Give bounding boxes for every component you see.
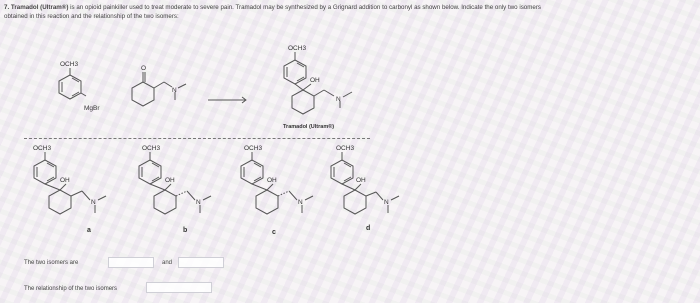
grignard-reagent xyxy=(59,68,86,99)
question-line-2: obtained in this reaction and the relationship of the two isomers: xyxy=(4,13,179,20)
relationship-prompt-label: The relationship of the two isomers xyxy=(24,286,118,292)
isomer-d-methoxy: OCH3 xyxy=(336,145,355,152)
question-body: is an opioid painkiller used to treat moderate to severe pain. Tramadol may be synthesized by a Grignard addition to carbonyl as shown below. Indicate the only two isomers xyxy=(68,4,541,11)
isomer-d-label: d xyxy=(366,225,371,232)
section-divider xyxy=(24,138,370,139)
drug-name: Tramadol (Ultram®) xyxy=(10,4,69,11)
isomers-prompt-label: The two isomers are xyxy=(24,260,79,266)
isomer-c-label: c xyxy=(272,229,276,236)
isomer-1-answer-field[interactable] xyxy=(108,257,154,268)
product-name-label: Tramadol (Ultram®) xyxy=(283,124,335,130)
isomer-c-nitrogen: N xyxy=(298,199,303,206)
amino-ketone xyxy=(132,72,186,106)
reaction-arrow xyxy=(208,97,246,103)
isomer-d-hydroxyl: OH xyxy=(356,177,366,184)
question-number: 7. xyxy=(4,4,10,11)
ketone-nitrogen-label: N xyxy=(172,87,177,94)
isomer-b-methoxy: OCH3 xyxy=(142,145,161,152)
and-label: and xyxy=(162,260,173,266)
isomer-a-nitrogen: N xyxy=(91,199,96,206)
grignard-label: MgBr xyxy=(84,105,100,112)
reagent-methoxy-label: OCH3 xyxy=(60,61,79,68)
isomer-a-label: a xyxy=(87,227,91,234)
isomer-b-nitrogen: N xyxy=(196,199,201,206)
relationship-answer-field[interactable] xyxy=(146,282,212,293)
isomer-a-methoxy: OCH3 xyxy=(33,145,52,152)
product-nitrogen-label: N xyxy=(336,96,341,103)
isomer-b-hydroxyl: OH xyxy=(165,177,175,184)
product-methoxy-label: OCH3 xyxy=(288,45,307,52)
isomer-c-hydroxyl: OH xyxy=(267,177,277,184)
isomer-a-hydroxyl: OH xyxy=(60,177,70,184)
isomer-c-methoxy: OCH3 xyxy=(244,145,263,152)
isomer-b-label: b xyxy=(183,227,188,234)
product-hydroxyl-label: OH xyxy=(310,77,320,84)
ketone-oxygen-label: O xyxy=(141,65,147,72)
isomer-d-nitrogen: N xyxy=(384,199,389,206)
isomer-2-answer-field[interactable] xyxy=(178,257,224,268)
